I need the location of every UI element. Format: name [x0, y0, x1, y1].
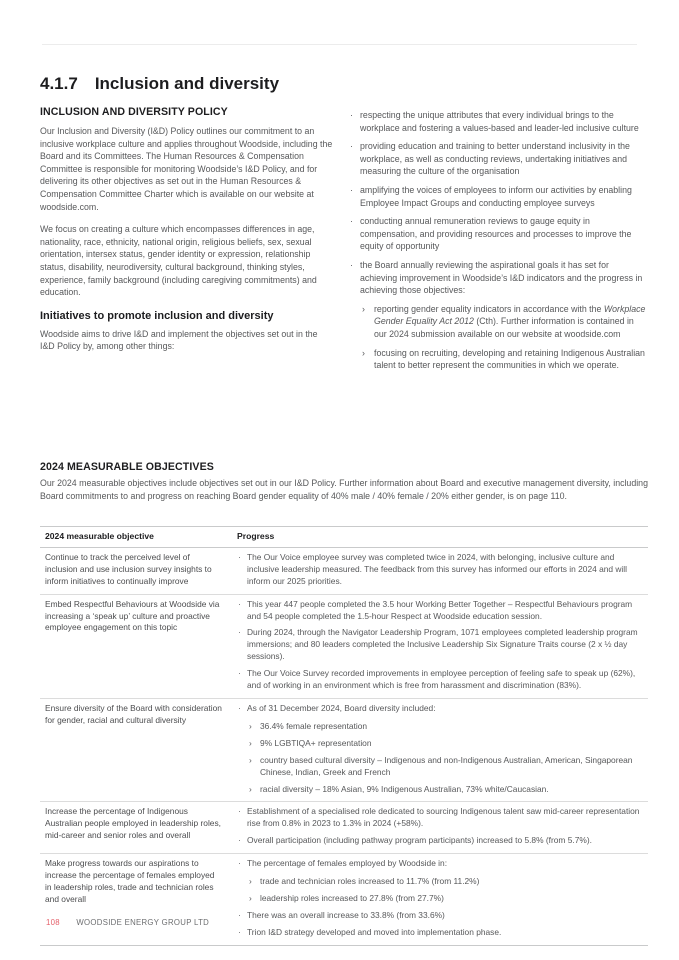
progress-bullet: · This year 447 people completed the 3.5 hour Working Better Together – Respectful Behaviours program and 54 people completed the 1.5-hour Respect at Woodside education session. — [237, 599, 646, 623]
objective-cell: Increase the percentage of Indigenous Australian people employed in leadership roles, mid-career and senior roles and overall — [45, 806, 221, 841]
initiative-sub-bullets — [360, 303, 648, 372]
initiatives-subheading: Initiatives to promote inclusion and diversity — [40, 309, 274, 322]
progress-cell — [237, 858, 648, 940]
intro-left-column — [40, 106, 333, 378]
policy-paragraph-1: Our Inclusion and Diversity (I&D) Policy outlines our commitment to an inclusive workplace culture and applies throughout Woodside, including the Board and its Committees. The Human Resources & Compensation Committee is responsible for monitoring Woodside’s I&D Policy, and for delivering its other objectives as set out in the Human Resources & Compensation Committee Charter which is available on our website at woodside.com. — [40, 126, 333, 212]
progress-cell — [237, 552, 648, 589]
page-footer — [46, 918, 209, 927]
objectives-table — [40, 526, 648, 946]
table-row — [40, 595, 648, 699]
policy-paragraph-2: We focus on creating a culture which encompasses differences in age, nationality, race, ethnicity, national origin, religious beliefs, sex, sexual orientation, intersex status, gender identity or expression, relationship status, disability, neurodiversity, cultural background, thinking styles, experience, family background (including caregiving commitments) and education. — [40, 224, 317, 298]
policy-heading: INCLUSION AND DIVERSITY POLICY — [40, 106, 228, 118]
progress-sub-bullet: › 36.4% female representation — [249, 721, 646, 733]
progress-bullet: · The percentage of females employed by Woodside in: › trade and technician roles increased to 11.7% (from 11.2%) › leadership roles increased to 27.8% (from 27.7%) — [237, 858, 646, 905]
progress-sub-bullet: › leadership roles increased to 27.8% (from 27.7%) — [249, 893, 646, 905]
progress-sub-bullet: › racial diversity – 18% Asian, 9% Indigenous Australian, 73% white/Caucasian. — [249, 784, 646, 796]
progress-bullet: · The Our Voice employee survey was completed twice in 2024, with belonging, inclusive culture and inclusive leadership measured. The feedback from this survey has informed our efforts in 2024 and will inform our 2025 priorities. — [237, 552, 646, 588]
table-row — [40, 548, 648, 595]
measurable-objectives-intro: Our 2024 measurable objectives include objectives set out in our I&D Policy. Further information about Board and executive management diversity, including Board commitments to and progress on reaching Board gender equality of 40% male / 40% female / 20% either gender, is on page 110. — [40, 477, 648, 501]
section-number: 4.1.7 — [40, 74, 78, 93]
progress-sub-bullet: › trade and technician roles increased to 11.7% (from 11.2%) — [249, 876, 646, 888]
table-header-row — [40, 527, 648, 548]
measurable-objectives-heading: 2024 MEASURABLE OBJECTIVES — [40, 460, 214, 473]
initiative-bullet: · the Board annually reviewing the aspirational goals it has set for achieving improvement in Woodside’s I&D indicators and the progress in achieving those objectives: › reporting gender equality indicators in accordance with the Workplace Gender Equality Act 2012 (Cth). Further information is contained in our 2024 submission available on our website at woodside.com › focusing on recruiting, developing and retaining Indigenous Australian talent to better represent the communities in which we operate. — [349, 259, 648, 372]
initiative-sub-bullet: › focusing on recruiting, developing and retaining Indigenous Australian talent to better represent the communities in which we operate. — [362, 347, 648, 372]
progress-sub-bullets — [247, 721, 646, 796]
progress-bullet: · Overall participation (including pathway program participants) increased to 5.8% (from 5.7%). — [237, 835, 646, 847]
progress-bullet: · Establishment of a specialised role dedicated to sourcing Indigenous talent saw mid-career representation rise from 0.8% in 2023 to 1.3% in 2024 (+58%). — [237, 806, 646, 830]
progress-cell — [237, 599, 648, 693]
progress-cell — [237, 703, 648, 796]
progress-cell — [237, 806, 648, 848]
company-name: WOODSIDE ENERGY GROUP LTD — [76, 918, 210, 927]
progress-bullet: · During 2024, through the Navigator Leadership Program, 1071 employees completed leadership program immersions; and 80 leaders completed the Inclusive Leadership Six Signature Traits course (2 x ½ day sessions). — [237, 627, 646, 663]
progress-sub-bullet: › country based cultural diversity – Indigenous and non-Indigenous Australian, American, Singaporean Chinese, Indian, Greek and French — [249, 755, 646, 779]
intro-right-column — [349, 106, 648, 378]
progress-bullet: · Trion I&D strategy developed and moved into implementation phase. — [237, 927, 646, 939]
progress-bullet: · The Our Voice Survey recorded improvements in employee perception of feeling safe to speak up (62%), and of working in an environment which is free from harassment and discrimination (83%). — [237, 668, 646, 692]
top-divider — [42, 44, 637, 45]
table-row — [40, 802, 648, 854]
page-number: 108 — [46, 918, 60, 927]
initiative-bullet: · amplifying the voices of employees to inform our activities by enabling Employee Impact Groups and conducting employee surveys — [349, 184, 648, 209]
column-header-objective: 2024 measurable objective — [45, 531, 154, 541]
act-name-italic: Workplace Gender Equality Act 2012 — [374, 303, 646, 327]
objective-cell: Embed Respectful Behaviours at Woodside via increasing a ‘speak up’ culture and proactive employee engagement on this topic — [45, 598, 220, 633]
section-title — [40, 74, 279, 94]
initiative-sub-bullet: › reporting gender equality indicators in accordance with the Workplace Gender Equality Act 2012 (Cth). Further information is contained in our 2024 submission available on our website at woodside.com — [362, 303, 648, 341]
table-row — [40, 854, 648, 946]
progress-bullet: · As of 31 December 2024, Board diversity included: › 36.4% female representation › 9% LGBTIQA+ representation › country based cultural diversity – Indigenous and non-Indigenous Australian, American, Singaporean Chinese, Indian, Greek and French › racial diversity – 18% Asian, 9% Indigenous Australian, 73% white/Caucasian. — [237, 703, 646, 795]
initiative-bullet: · respecting the unique attributes that every individual brings to the workplace and fostering a values-based and leader-led inclusive culture — [349, 109, 648, 134]
initiatives-intro: Woodside aims to drive I&D and implement the objectives set out in the I&D Policy by, among other things: — [40, 328, 318, 352]
progress-sub-bullet: › 9% LGBTIQA+ representation — [249, 738, 646, 750]
intro-columns — [40, 106, 648, 378]
initiative-bullet: · conducting annual remuneration reviews to gauge equity in compensation, and providing resources and processes to improve the equity of opportunity — [349, 215, 648, 253]
initiative-bullet: · providing education and training to better understand inclusivity in the workplace, as well as conducting reviews, undertaking initiatives and measuring the culture of the organisation — [349, 140, 648, 178]
column-header-progress: Progress — [237, 531, 275, 541]
progress-bullet: · There was an overall increase to 33.8% (from 33.6%) — [237, 910, 646, 922]
table-row — [40, 699, 648, 802]
objective-cell: Make progress towards our aspirations to increase the percentage of females employed in leadership roles, trade and technician roles and overall — [45, 858, 215, 904]
objective-cell: Continue to track the perceived level of inclusion and use inclusion survey insights to inform initiatives to continually improve — [45, 551, 212, 586]
progress-sub-bullets — [247, 876, 646, 905]
section-title-text: Inclusion and diversity — [94, 74, 280, 93]
objective-cell: Ensure diversity of the Board with consideration for gender, racial and cultural diversity — [45, 702, 222, 725]
